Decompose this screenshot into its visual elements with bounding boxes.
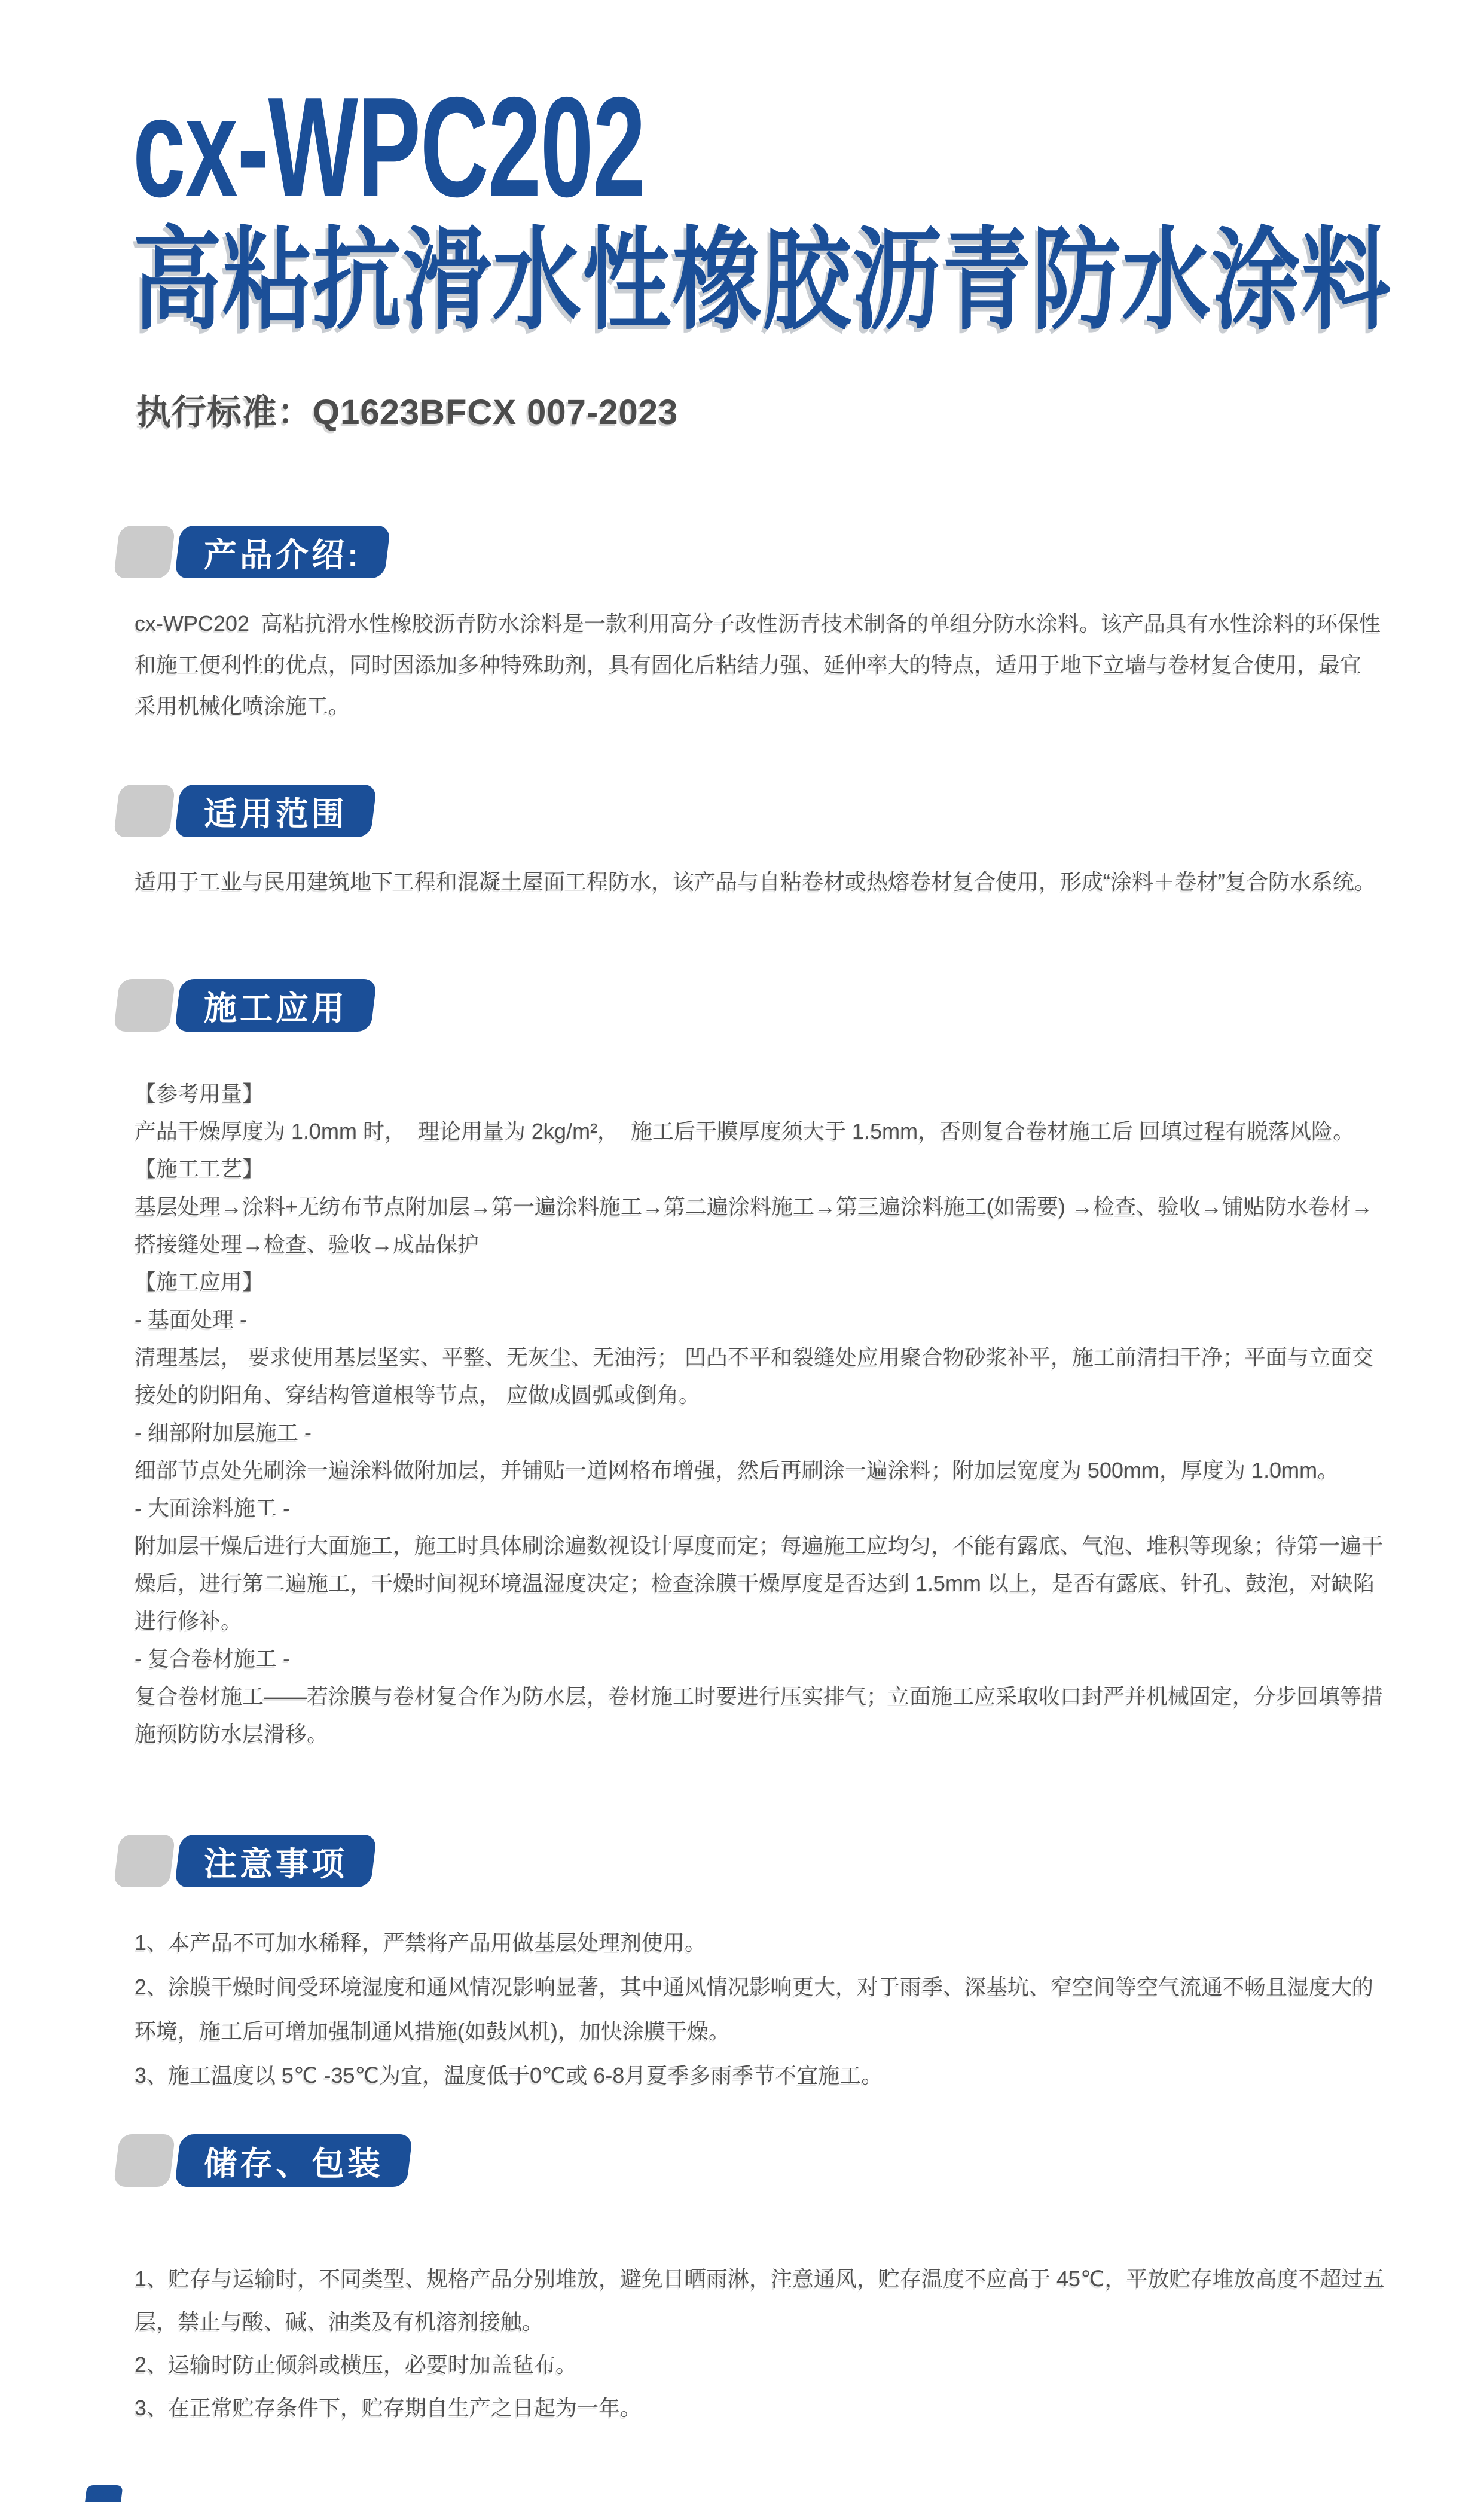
section-application [117,979,1384,1753]
section-body [117,2257,1385,2430]
decorative-gray-chip [114,526,176,578]
text-line: 2、运输时防止倾斜或横压，必要时加盖毡布。 [135,2353,578,2377]
section-header [117,2134,1378,2187]
text-line: 进行修补。 [135,1609,243,1633]
section-title-badge [175,2134,413,2187]
text-line: - 复合卷材施工 - [135,1646,290,1671]
text-line: 产品干燥厚度为 1.0mm 时， 理论用量为 2kg/m²， 施工后干膜厚度须大于 1.5mm，否则复合卷材施工后 回填过程有脱落风险。 [135,1119,1355,1143]
text-line: 【施工应用】 [135,1270,264,1294]
section-title-badge [175,785,377,837]
decorative-gray-chip [114,979,176,1032]
text-line: 【施工工艺】 [135,1157,264,1181]
section-title-badge [175,979,377,1032]
section-storage-packaging [117,2134,1385,2430]
decorative-gray-chip [114,1835,176,1887]
text-line: 3、在正常贮存条件下，贮存期自生产之日起为一年。 [135,2396,642,2420]
section-title: 产品介绍: [204,536,362,573]
section-title-badge [175,1835,377,1887]
text-line: 接处的阴阳角、穿结构管道根等节点， 应做成圆弧或倒角。 [135,1383,701,1407]
section-precautions [117,1835,1378,2098]
text-line: - 大面涂料施工 - [135,1496,290,1520]
section-product-intro [117,526,1381,727]
text-line: 清理基层， 要求使用基层坚实、平整、无灰尘、无油污； 凹凸不平和裂缝处应用聚合物砂浆补平，施工前清扫干净；平面与立面交 [135,1345,1374,1369]
text-line: 基层处理→涂料+无纺布节点附加层→第一遍涂料施工→第二遍涂料施工→第三遍涂料施工(如需要) →检查、验收→铺贴防水卷材→ [135,1194,1373,1219]
section-title: 储存、包装 [204,2144,384,2182]
text-line: - 细部附加层施工 - [135,1420,312,1445]
text-line: 层，禁止与酸、碱、油类及有机溶剂接触。 [135,2309,544,2334]
decorative-footer-chip [84,2485,123,2502]
text-line: 3、施工温度以 5℃ -35℃为宜，温度低于0℃或 6-8月夏季多雨季节不宜施工。 [135,2063,883,2088]
decorative-gray-chip [114,2134,176,2187]
text-line: 附加层干燥后进行大面施工，施工时具体刷涂遍数视设计厚度而定；每遍施工应均匀，不能有露底、气泡、堆积等现象；待第一遍干 [135,1533,1384,1558]
text-line: 搭接缝处理→检查、验收→成品保护 [135,1232,480,1256]
text-line: 施预防防水层滑移。 [135,1722,329,1746]
section-body [117,861,1378,902]
text-line: 1、本产品不可加水稀释，严禁将产品用做基层处理剂使用。 [135,1930,707,1955]
decorative-gray-chip [114,785,176,837]
section-title: 适用范围 [204,795,348,832]
section-header [117,526,1378,578]
section-title: 注意事项 [204,1845,348,1882]
section-title-badge [175,526,391,578]
text-line: 采用机械化喷涂施工。 [135,694,350,718]
product-code-title: cx-WPC202 [133,68,645,227]
text-line: 2、涂膜干燥时间受环境湿度和通风情况影响显著，其中通风情况影响更大，对于雨季、深基坑、窄空间等空气流通不畅且湿度大的 [135,1975,1374,1999]
text-line: 和施工便利性的优点，同时因添加多种特殊助剂，具有固化后粘结力强、延伸率大的特点，适用于地下立墙与卷材复合使用，最宜 [135,652,1362,677]
section-header [117,979,1378,1032]
section-body [117,1075,1384,1753]
section-header [117,785,1378,837]
text-line: 1、贮存与运输时，不同类型、规格产品分别堆放，避免日晒雨淋，注意通风，贮存温度不应高于 45℃，平放贮存堆放高度不超过五 [135,2266,1385,2291]
text-line: 复合卷材施工——若涂膜与卷材复合作为防水层，卷材施工时要进行压实排气；立面施工应采取收口封严并机械固定，分步回填等措 [135,1684,1384,1708]
text-line: - 基面处理 - [135,1307,247,1332]
section-header [117,1835,1378,1887]
text-line: 细部节点处先刷涂一遍涂料做附加层，并铺贴一道网格布增强，然后再刷涂一遍涂料；附加层宽度为 500mm，厚度为 1.0mm。 [135,1458,1339,1482]
text-line: 【参考用量】 [135,1081,264,1106]
execution-standard: 执行标准：Q1623BFCX 007-2023 [136,393,679,432]
section-title: 施工应用 [204,989,348,1027]
product-name-title: 高粘抗滑水性橡胶沥青防水涂料 [133,219,1392,343]
text-line: 环境，施工后可增加强制通风措施(如鼓风机)，加快涂膜干燥。 [135,2019,730,2043]
text-line: 适用于工业与民用建筑地下工程和混凝土屋面工程防水，该产品与自粘卷材或热熔卷材复合使用，形成“涂料＋卷材”复合防水系统。 [135,869,1376,894]
text-line: cx-WPC202 高粘抗滑水性橡胶沥青防水涂料是一款利用高分子改性沥青技术制备的单组分防水涂料。该产品具有水性涂料的环保性 [135,611,1381,636]
section-body [117,603,1381,727]
section-scope [117,785,1378,902]
section-body [117,1921,1378,2098]
text-line: 燥后，进行第二遍施工，干燥时间视环境温湿度决定；检查涂膜干燥厚度是否达到 1.5mm 以上，是否有露底、针孔、鼓泡，对缺陷 [135,1571,1375,1595]
